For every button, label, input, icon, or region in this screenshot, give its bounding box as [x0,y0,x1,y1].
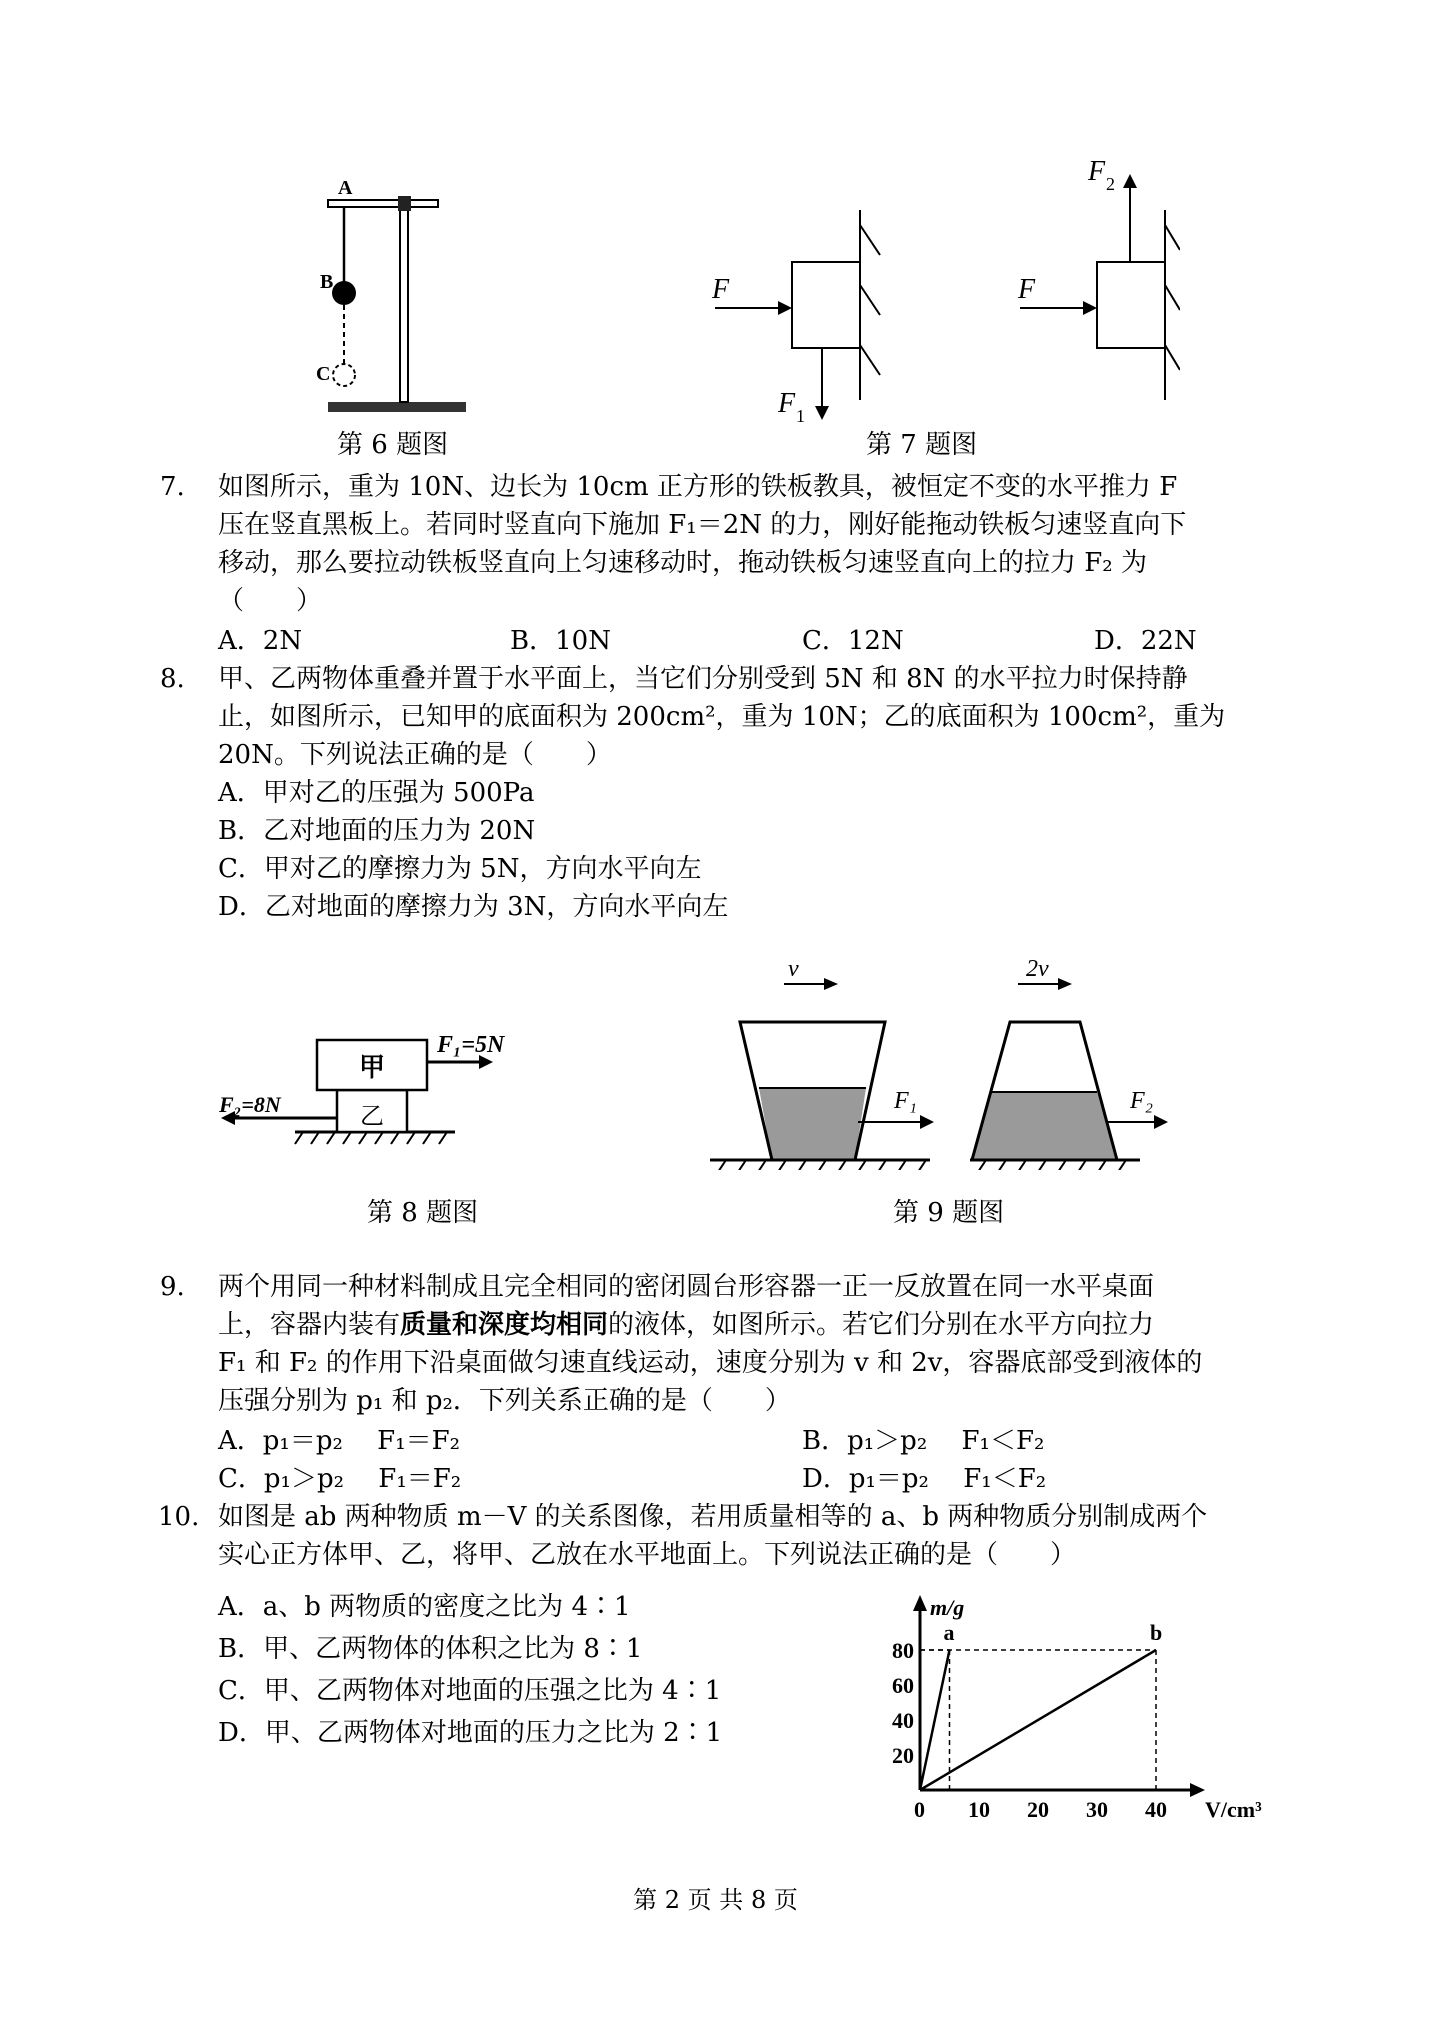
q10-option-c: C．甲、乙两物体对地面的压强之比为 4∶1 [218,1676,722,1706]
label-f-right: F [1018,274,1036,305]
q8-option-c: C．甲对乙的摩擦力为 5N，方向水平向左 [218,854,702,884]
label-b: B [320,271,334,293]
q8-option-b: B．乙对地面的压力为 20N [218,816,536,846]
q9-line-2-post: 的液体，如图所示。若它们分别在水平方向拉力 [608,1310,1155,1340]
fig9-caption: 第 9 题图 [893,1198,1005,1228]
label-yi: 乙 [360,1102,384,1130]
label-f2: F₂ [1130,1088,1154,1114]
x-tick-label: 20 [1027,1797,1049,1822]
y-tick-label: 40 [892,1708,914,1733]
x-tick-label: 40 [1145,1797,1167,1822]
q10-line-2: 实心正方体甲、乙，将甲、乙放在水平地面上。下列说法正确的是（ ） [218,1540,1077,1570]
x-tick-label: 30 [1086,1797,1108,1822]
q9-line-1: 两个用同一种材料制成且完全相同的密闭圆台形容器一正一反放置在同一水平桌面 [218,1272,1155,1302]
figure-7 [700,150,1180,430]
q10-line-1: 如图是 ab 两种物质 m－V 的关系图像，若用质量相等的 a、b 两种物质分别制成两个 [218,1502,1208,1532]
label-jia: 甲 [358,1053,386,1083]
label-f2: F [1088,156,1106,187]
q10-option-d: D．甲、乙两物体对地面的压力之比为 2∶1 [218,1718,723,1748]
series-b-label: b [1150,1620,1163,1645]
label-f1: F₁ [894,1088,918,1114]
label-v: v [788,960,799,982]
q9-line-2 [218,1308,1154,1342]
q7-line-2: 压在竖直黑板上。若同时竖直向下施加 F₁＝2N 的力，刚好能拖动铁板匀速竖直向下 [218,510,1187,540]
x-tick-label: 10 [968,1797,990,1822]
figure-6 [300,170,480,420]
y-tick-label: 20 [892,1743,914,1768]
label-c: C [316,363,331,385]
q9-line-2-pre: 上，容器内装有 [218,1310,401,1340]
series-line-b [920,1650,1156,1790]
label-f2-sub: 2 [1106,174,1115,194]
wall-block-diagram [700,150,1180,430]
q10-number: 10. [158,1502,200,1532]
q8-number: 8. [160,664,185,694]
origin-label: 0 [914,1797,925,1822]
series-a-label: a [943,1620,955,1645]
y-tick-label: 60 [892,1673,914,1698]
q9-option-b: B．p₁＞p₂ F₁＜F₂ [802,1426,1045,1456]
fig7-caption: 第 7 题图 [866,430,978,460]
fig6-caption: 第 6 题图 [337,430,449,460]
q9-line-4: 压强分别为 p₁ 和 p₂．下列关系正确的是（ ） [218,1386,791,1416]
q9-number: 9. [160,1272,185,1302]
q8-line-3: 20N。下列说法正确的是（ ） [218,740,612,770]
q7-option-b: B．10N [510,626,611,656]
label-a: A [338,177,353,199]
containers-diagram [700,960,1200,1170]
q7-option-c: C．12N [802,626,904,656]
label-f2: F₂=8N [219,1092,281,1117]
q9-option-d: D．p₁＝p₂ F₁＜F₂ [802,1464,1047,1494]
q9-option-c: C．p₁＞p₂ F₁＝F₂ [218,1464,462,1494]
label-2v: 2v [1026,960,1049,982]
label-f1: F [778,388,796,419]
q10-option-b: B．甲、乙两物体的体积之比为 8∶1 [218,1634,643,1664]
label-f1: F₁=5N [437,1032,505,1058]
fig8-caption: 第 8 题图 [367,1198,479,1228]
q9-line-3: F₁ 和 F₂ 的作用下沿桌面做匀速直线运动，速度分别为 v 和 2v，容器底部受到液体的 [218,1348,1203,1378]
page-footer: 第 2 页 共 8 页 [633,1886,798,1914]
y-tick-label: 80 [892,1638,914,1663]
x-axis-label: V/cm³ [1205,1797,1262,1822]
q8-line-1: 甲、乙两物体重叠并置于水平面上，当它们分别受到 5N 和 8N 的水平拉力时保持静 [218,664,1188,694]
series-line-a [920,1650,950,1790]
q7-line-1: 如图所示，重为 10N、边长为 10cm 正方形的铁板教具，被恒定不变的水平推力 F [218,472,1178,502]
q10-option-a: A．a、b 两物质的密度之比为 4∶1 [218,1592,631,1622]
q9-option-a: A．p₁＝p₂ F₁＝F₂ [218,1426,461,1456]
stand-pendulum-diagram [300,170,480,420]
stacked-blocks-diagram [215,1020,535,1160]
label-f1-sub: 1 [796,406,805,426]
q9-line-2-bold: 质量和深度均相同 [400,1310,609,1340]
y-axis-label: m/g [930,1595,965,1620]
q7-number: 7. [160,472,185,502]
q7-line-3: 移动，那么要拉动铁板竖直向上匀速移动时，拖动铁板匀速竖直向上的拉力 F₂ 为 [218,548,1147,578]
q7-line-4: （ ） [218,586,323,616]
q7-option-d: D．22N [1094,626,1197,656]
m-v-graph [860,1585,1300,1825]
q8-option-a: A．甲对乙的压强为 500Pa [218,778,535,808]
q8-line-2: 止，如图所示，已知甲的底面积为 200cm²，重为 10N；乙的底面积为 100cm²，重为 [218,702,1226,732]
q8-option-d: D．乙对地面的摩擦力为 3N，方向水平向左 [218,892,729,922]
figure-10 [860,1585,1300,1825]
figure-9 [700,960,1200,1170]
q7-option-a: A．2N [218,626,303,656]
label-f-left: F [712,274,730,305]
figure-8 [215,1020,535,1160]
